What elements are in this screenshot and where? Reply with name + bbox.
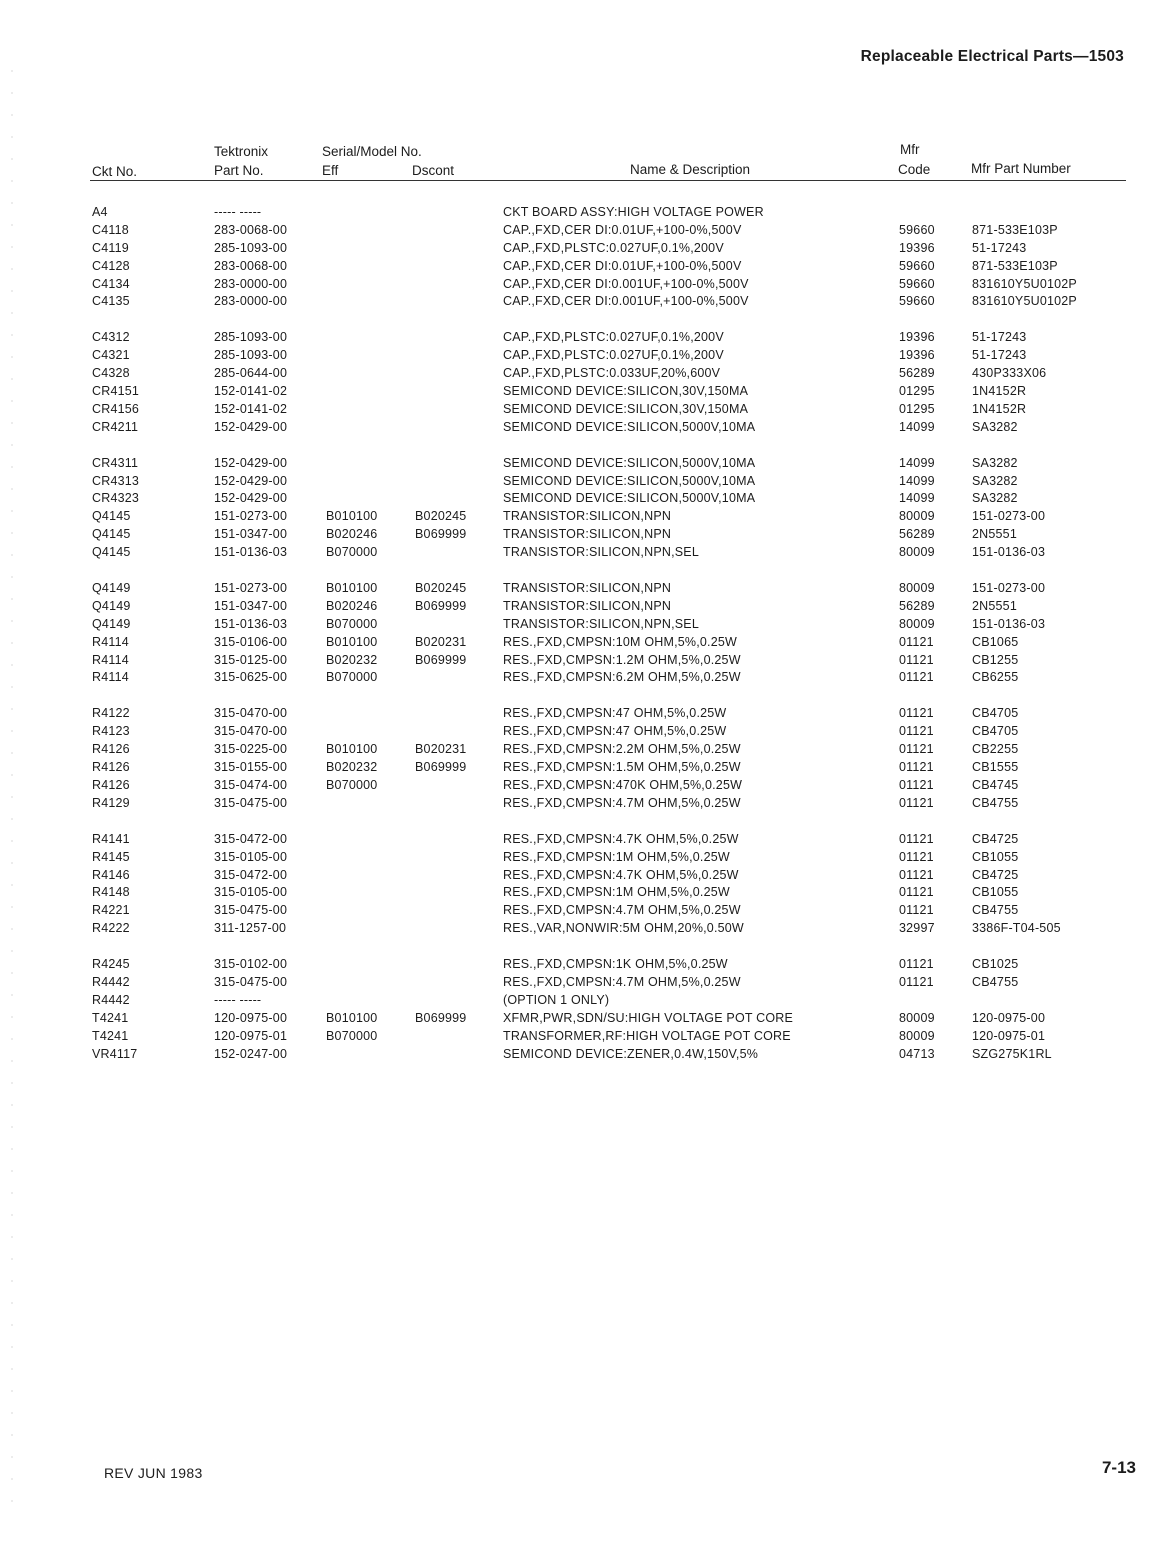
- ckt-no: Q4149: [92, 616, 131, 631]
- name-description: CAP.,FXD,PLSTC:0.033UF,20%,600V: [503, 366, 721, 381]
- name-description: RES.,FXD,CMPSN:6.2M OHM,5%,0.25W: [503, 670, 741, 685]
- table-row: [0, 760, 1176, 778]
- ckt-no: CR4156: [92, 401, 140, 416]
- part-no: 151-0136-03: [214, 545, 288, 560]
- table-row: [0, 706, 1176, 724]
- table-row: [0, 366, 1176, 384]
- ckt-no: R4221: [92, 903, 130, 918]
- table-row: [0, 581, 1176, 599]
- table-row: [0, 868, 1176, 886]
- mfr-code: 01121: [899, 849, 934, 864]
- mfr-part-number: CB4705: [972, 724, 1019, 739]
- name-description: TRANSISTOR:SILICON,NPN: [503, 581, 672, 596]
- parts-group: [0, 581, 1176, 688]
- table-row: [0, 670, 1176, 688]
- mfr-code: 56289: [899, 598, 935, 613]
- mfr-part-number: 151-0273-00: [972, 581, 1046, 596]
- name-description: CAP.,FXD,PLSTC:0.027UF,0.1%,200V: [503, 240, 724, 255]
- ckt-no: R4148: [92, 885, 130, 900]
- mfr-part-number: SA3282: [972, 419, 1018, 434]
- mfr-part-number: 2N5551: [972, 598, 1017, 613]
- header-mfr: Mfr: [900, 142, 920, 157]
- serial-dscont: B069999: [415, 652, 467, 667]
- ckt-no: R4123: [92, 724, 130, 739]
- name-description: RES.,FXD,CMPSN:1.2M OHM,5%,0.25W: [503, 652, 741, 667]
- name-description: RES.,FXD,CMPSN:47 OHM,5%,0.25W: [503, 706, 727, 721]
- ckt-no: C4135: [92, 294, 130, 309]
- name-description: SEMICOND DEVICE:SILICON,30V,150MA: [503, 401, 749, 416]
- name-description: RES.,VAR,NONWIR:5M OHM,20%,0.50W: [503, 921, 744, 936]
- part-no: 152-0429-00: [214, 491, 288, 506]
- serial-dscont: B069999: [415, 527, 467, 542]
- serial-eff: B020232: [326, 760, 378, 775]
- header-dscont: Dscont: [412, 163, 455, 178]
- part-no: 315-0105-00: [214, 849, 288, 864]
- name-description: RES.,FXD,CMPSN:10M OHM,5%,0.25W: [503, 634, 738, 649]
- serial-eff: B010100: [326, 742, 378, 757]
- part-no: 315-0475-00: [214, 903, 288, 918]
- table-row: [0, 885, 1176, 903]
- table-row: [0, 921, 1176, 939]
- part-no: 315-0475-00: [214, 974, 288, 989]
- mfr-code: 80009: [899, 1010, 935, 1025]
- serial-eff: B010100: [326, 1010, 378, 1025]
- name-description: CAP.,FXD,PLSTC:0.027UF,0.1%,200V: [503, 348, 724, 363]
- mfr-code: 01121: [899, 957, 934, 972]
- serial-dscont: B020231: [415, 634, 467, 649]
- ckt-no: C4321: [92, 348, 130, 363]
- mfr-code: 14099: [899, 491, 935, 506]
- part-no: 151-0136-03: [214, 616, 288, 631]
- table-row: [0, 635, 1176, 653]
- name-description: SEMICOND DEVICE:SILICON,5000V,10MA: [503, 455, 756, 470]
- mfr-part-number: CB4755: [972, 795, 1019, 810]
- name-description: TRANSISTOR:SILICON,NPN,SEL: [503, 545, 699, 560]
- ckt-no: R4222: [92, 921, 130, 936]
- table-row: [0, 742, 1176, 760]
- table-row: [0, 205, 1176, 223]
- ckt-no: R4129: [92, 795, 130, 810]
- name-description: CAP.,FXD,CER DI:0.01UF,+100-0%,500V: [503, 258, 742, 273]
- part-no: 315-0106-00: [214, 634, 288, 649]
- name-description: TRANSISTOR:SILICON,NPN: [503, 527, 672, 542]
- table-row: [0, 259, 1176, 277]
- table-row: [0, 957, 1176, 975]
- table-row: [0, 724, 1176, 742]
- ckt-no: CR4311: [92, 455, 139, 470]
- ckt-no: R4145: [92, 849, 130, 864]
- ckt-no: Q4145: [92, 509, 131, 524]
- ckt-no: Q4149: [92, 598, 131, 613]
- mfr-part-number: 120-0975-01: [972, 1028, 1046, 1043]
- header-eff: Eff: [322, 163, 339, 178]
- mfr-part-number: CB1065: [972, 634, 1019, 649]
- name-description: RES.,FXD,CMPSN:1K OHM,5%,0.25W: [503, 957, 728, 972]
- mfr-code: 01295: [899, 384, 935, 399]
- mfr-code: 14099: [899, 455, 935, 470]
- table-row: [0, 384, 1176, 402]
- mfr-part-number: CB4725: [972, 867, 1019, 882]
- part-no: 315-0475-00: [214, 795, 288, 810]
- mfr-code: 01121: [899, 634, 934, 649]
- ckt-no: R4442: [92, 974, 130, 989]
- mfr-code: 56289: [899, 366, 935, 381]
- header-mfr-part-number: Mfr Part Number: [971, 161, 1071, 176]
- mfr-part-number: 120-0975-00: [972, 1010, 1046, 1025]
- serial-dscont: B020245: [415, 581, 467, 596]
- serial-eff: B020232: [326, 652, 378, 667]
- ckt-no: C4328: [92, 366, 130, 381]
- part-no: 283-0068-00: [214, 258, 288, 273]
- ckt-no: Q4145: [92, 545, 131, 560]
- table-row: [0, 545, 1176, 563]
- name-description: SEMICOND DEVICE:SILICON,5000V,10MA: [503, 473, 756, 488]
- part-no: 315-0105-00: [214, 885, 288, 900]
- table-row: [0, 975, 1176, 993]
- table-row: [0, 402, 1176, 420]
- table-row: [0, 1011, 1176, 1029]
- table-row: [0, 1047, 1176, 1065]
- table-row: [0, 653, 1176, 671]
- mfr-code: 01121: [899, 795, 934, 810]
- part-no: 285-1093-00: [214, 330, 288, 345]
- name-description: RES.,FXD,CMPSN:4.7M OHM,5%,0.25W: [503, 795, 741, 810]
- part-no: 152-0141-02: [214, 384, 288, 399]
- table-row: [0, 617, 1176, 635]
- mfr-part-number: SZG275K1RL: [972, 1046, 1052, 1061]
- name-description: SEMICOND DEVICE:SILICON,5000V,10MA: [503, 491, 756, 506]
- mfr-part-number: CB1025: [972, 957, 1019, 972]
- name-description: RES.,FXD,CMPSN:470K OHM,5%,0.25W: [503, 777, 743, 792]
- mfr-part-number: 2N5551: [972, 527, 1017, 542]
- mfr-code: 01121: [899, 742, 934, 757]
- serial-eff: B070000: [326, 545, 378, 560]
- name-description: RES.,FXD,CMPSN:4.7M OHM,5%,0.25W: [503, 903, 741, 918]
- parts-group: [0, 456, 1176, 563]
- ckt-no: A4: [92, 205, 108, 219]
- table-row: [0, 491, 1176, 509]
- ckt-no: CR4323: [92, 491, 140, 506]
- ckt-no: T4241: [92, 1028, 129, 1043]
- mfr-code: 19396: [899, 348, 935, 363]
- part-no: 315-0225-00: [214, 742, 288, 757]
- header-code: Code: [898, 162, 931, 177]
- table-row: [0, 474, 1176, 492]
- ckt-no: R4126: [92, 760, 130, 775]
- ckt-no: C4118: [92, 222, 129, 237]
- table-row: [0, 277, 1176, 295]
- header-tektronix: Tektronix: [214, 144, 269, 159]
- ckt-no: CR4151: [92, 384, 140, 399]
- name-description: TRANSFORMER,RF:HIGH VOLTAGE POT CORE: [503, 1028, 791, 1043]
- serial-eff: B010100: [326, 509, 378, 524]
- mfr-code: 01121: [899, 903, 934, 918]
- name-description: RES.,FXD,CMPSN:47 OHM,5%,0.25W: [503, 724, 727, 739]
- table-row: [0, 796, 1176, 814]
- mfr-code: 01121: [899, 760, 934, 775]
- parts-group: [0, 832, 1176, 939]
- ckt-no: R4114: [92, 670, 129, 685]
- mfr-code: 04713: [899, 1046, 935, 1061]
- name-description: RES.,FXD,CMPSN:4.7K OHM,5%,0.25W: [503, 831, 739, 846]
- serial-eff: B020246: [326, 598, 378, 613]
- table-row: [0, 330, 1176, 348]
- part-no: 283-0000-00: [214, 276, 288, 291]
- name-description: RES.,FXD,CMPSN:1M OHM,5%,0.25W: [503, 849, 730, 864]
- name-description: CAP.,FXD,CER DI:0.001UF,+100-0%,500V: [503, 276, 749, 291]
- part-no: 285-0644-00: [214, 366, 288, 381]
- mfr-part-number: CB2255: [972, 742, 1019, 757]
- ckt-no: VR4117: [92, 1046, 138, 1061]
- mfr-part-number: CB4745: [972, 777, 1019, 792]
- mfr-code: 01121: [899, 885, 934, 900]
- header-part-no: Part No.: [214, 163, 264, 178]
- mfr-code: 01121: [899, 867, 934, 882]
- mfr-code: 01121: [899, 831, 934, 846]
- mfr-code: 14099: [899, 419, 935, 434]
- serial-dscont: B020245: [415, 509, 467, 524]
- ckt-no: R4114: [92, 634, 129, 649]
- page-number: 7-13: [1101, 1458, 1136, 1477]
- mfr-code: 01121: [899, 724, 934, 739]
- name-description: RES.,FXD,CMPSN:1.5M OHM,5%,0.25W: [503, 760, 741, 775]
- mfr-code: 19396: [899, 330, 935, 345]
- mfr-code: 14099: [899, 473, 935, 488]
- ckt-no: R4141: [92, 831, 130, 846]
- serial-dscont: B069999: [415, 1010, 467, 1025]
- serial-eff: B010100: [326, 634, 378, 649]
- ckt-no: R4122: [92, 706, 130, 721]
- name-description: CAP.,FXD,PLSTC:0.027UF,0.1%,200V: [503, 330, 724, 345]
- table-row: [0, 241, 1176, 259]
- mfr-code: 59660: [899, 258, 935, 273]
- mfr-part-number: SA3282: [972, 491, 1018, 506]
- part-no: 285-1093-00: [214, 348, 288, 363]
- ckt-no: CR4313: [92, 473, 140, 488]
- part-no: 315-0125-00: [214, 652, 288, 667]
- name-description: (OPTION 1 ONLY): [503, 992, 610, 1007]
- mfr-part-number: 151-0136-03: [972, 545, 1046, 560]
- table-row: [0, 778, 1176, 796]
- part-no: 151-0347-00: [214, 598, 288, 613]
- part-no: 283-0000-00: [214, 294, 288, 309]
- part-no: 152-0247-00: [214, 1046, 288, 1061]
- part-no: 315-0472-00: [214, 831, 288, 846]
- part-no: 315-0472-00: [214, 867, 288, 882]
- parts-group: [0, 957, 1176, 1064]
- mfr-code: 01295: [899, 401, 935, 416]
- part-no: 151-0273-00: [214, 581, 288, 596]
- table-row: [0, 832, 1176, 850]
- ckt-no: C4119: [92, 240, 129, 255]
- mfr-code: 01121: [899, 706, 934, 721]
- serial-dscont: B069999: [415, 598, 467, 613]
- mfr-part-number: 151-0136-03: [972, 616, 1046, 631]
- ckt-no: R4442: [92, 992, 130, 1007]
- mfr-part-number: CB1255: [972, 652, 1019, 667]
- mfr-code: 19396: [899, 240, 935, 255]
- table-row: [0, 294, 1176, 312]
- mfr-part-number: CB4755: [972, 974, 1019, 989]
- header-name-description: Name & Description: [630, 162, 751, 177]
- part-no: 315-0102-00: [214, 957, 288, 972]
- mfr-code: 80009: [899, 616, 935, 631]
- part-no: 120-0975-00: [214, 1010, 288, 1025]
- parts-list: [0, 205, 1176, 1082]
- part-no: 315-0625-00: [214, 670, 288, 685]
- header-divider: [90, 180, 1126, 181]
- name-description: CAP.,FXD,CER DI:0.01UF,+100-0%,500V: [503, 222, 742, 237]
- name-description: SEMICOND DEVICE:SILICON,5000V,10MA: [503, 419, 756, 434]
- mfr-part-number: CB4755: [972, 903, 1019, 918]
- mfr-code: 56289: [899, 527, 935, 542]
- table-row: [0, 850, 1176, 868]
- mfr-part-number: CB1055: [972, 885, 1019, 900]
- mfr-code: 32997: [899, 921, 935, 936]
- parts-group: [0, 205, 1176, 312]
- mfr-part-number: 831610Y5U0102P: [972, 276, 1077, 291]
- ckt-no: C4312: [92, 330, 130, 345]
- table-row: [0, 527, 1176, 545]
- name-description: SEMICOND DEVICE:ZENER,0.4W,150V,5%: [503, 1046, 759, 1061]
- table-row: [0, 348, 1176, 366]
- serial-eff: B070000: [326, 777, 378, 792]
- column-headers: [0, 142, 1176, 182]
- table-row: [0, 456, 1176, 474]
- part-no: 151-0273-00: [214, 509, 288, 524]
- ckt-no: Q4149: [92, 581, 131, 596]
- mfr-code: 80009: [899, 581, 935, 596]
- name-description: CKT BOARD ASSY:HIGH VOLTAGE POWER: [503, 205, 764, 219]
- mfr-part-number: SA3282: [972, 455, 1018, 470]
- ckt-no: C4128: [92, 258, 130, 273]
- name-description: XFMR,PWR,SDN/SU:HIGH VOLTAGE POT CORE: [503, 1010, 794, 1025]
- mfr-code: 01121: [899, 974, 934, 989]
- table-row: [0, 903, 1176, 921]
- table-row: [0, 1029, 1176, 1047]
- name-description: TRANSISTOR:SILICON,NPN: [503, 509, 672, 524]
- mfr-part-number: CB6255: [972, 670, 1019, 685]
- ckt-no: T4241: [92, 1010, 129, 1025]
- mfr-code: 59660: [899, 294, 935, 309]
- part-no: 315-0470-00: [214, 724, 288, 739]
- mfr-part-number: CB1055: [972, 849, 1019, 864]
- mfr-code: 01121: [899, 652, 934, 667]
- mfr-code: 01121: [899, 777, 934, 792]
- mfr-part-number: 1N4152R: [972, 384, 1027, 399]
- mfr-code: 80009: [899, 1028, 935, 1043]
- part-no: 315-0155-00: [214, 760, 288, 775]
- ckt-no: CR4211: [92, 419, 139, 434]
- mfr-part-number: 51-17243: [972, 348, 1027, 363]
- mfr-part-number: 3386F-T04-505: [972, 921, 1061, 936]
- mfr-part-number: 831610Y5U0102P: [972, 294, 1077, 309]
- name-description: RES.,FXD,CMPSN:2.2M OHM,5%,0.25W: [503, 742, 741, 757]
- part-no: ----- -----: [214, 992, 262, 1007]
- mfr-part-number: 871-533E103P: [972, 258, 1058, 273]
- ckt-no: R4114: [92, 652, 129, 667]
- table-row: [0, 223, 1176, 241]
- part-no: 152-0141-02: [214, 401, 288, 416]
- ckt-no: R4146: [92, 867, 130, 882]
- name-description: TRANSISTOR:SILICON,NPN: [503, 598, 672, 613]
- serial-dscont: B069999: [415, 760, 467, 775]
- part-no: 315-0470-00: [214, 706, 288, 721]
- mfr-part-number: SA3282: [972, 473, 1018, 488]
- serial-eff: B020246: [326, 527, 378, 542]
- mfr-part-number: 430P333X06: [972, 366, 1047, 381]
- revision-date: REV JUN 1983: [104, 1465, 203, 1481]
- name-description: RES.,FXD,CMPSN:4.7K OHM,5%,0.25W: [503, 867, 739, 882]
- name-description: TRANSISTOR:SILICON,NPN,SEL: [503, 616, 699, 631]
- name-description: CAP.,FXD,CER DI:0.001UF,+100-0%,500V: [503, 294, 749, 309]
- mfr-code: 80009: [899, 509, 935, 524]
- serial-eff: B070000: [326, 616, 378, 631]
- serial-dscont: B020231: [415, 742, 467, 757]
- mfr-code: 80009: [899, 545, 935, 560]
- part-no: 120-0975-01: [214, 1028, 288, 1043]
- parts-group: [0, 706, 1176, 813]
- serial-eff: B070000: [326, 1028, 378, 1043]
- serial-eff: B010100: [326, 581, 378, 596]
- table-row: [0, 420, 1176, 438]
- mfr-part-number: CB4705: [972, 706, 1019, 721]
- table-row: [0, 993, 1176, 1011]
- ckt-no: R4245: [92, 957, 130, 972]
- part-no: 285-1093-00: [214, 240, 288, 255]
- name-description: RES.,FXD,CMPSN:4.7M OHM,5%,0.25W: [503, 974, 741, 989]
- mfr-part-number: CB4725: [972, 831, 1019, 846]
- mfr-part-number: 51-17243: [972, 330, 1027, 345]
- ckt-no: Q4145: [92, 527, 131, 542]
- table-row: [0, 599, 1176, 617]
- header-serial-model: Serial/Model No.: [322, 144, 422, 159]
- mfr-code: 59660: [899, 276, 935, 291]
- part-no: 152-0429-00: [214, 473, 288, 488]
- serial-eff: B070000: [326, 670, 378, 685]
- name-description: RES.,FXD,CMPSN:1M OHM,5%,0.25W: [503, 885, 730, 900]
- name-description: SEMICOND DEVICE:SILICON,30V,150MA: [503, 384, 749, 399]
- parts-group: [0, 330, 1176, 437]
- part-no: 151-0347-00: [214, 527, 288, 542]
- table-row: [0, 509, 1176, 527]
- part-no: 315-0474-00: [214, 777, 288, 792]
- part-no: 311-1257-00: [214, 921, 287, 936]
- mfr-part-number: 1N4152R: [972, 401, 1027, 416]
- page-title: Replaceable Electrical Parts—1503: [860, 48, 1124, 65]
- mfr-part-number: 51-17243: [972, 240, 1027, 255]
- part-no: 152-0429-00: [214, 419, 288, 434]
- header-ckt-no: Ckt No.: [92, 164, 138, 179]
- part-no: 283-0068-00: [214, 222, 288, 237]
- mfr-code: 59660: [899, 222, 935, 237]
- ckt-no: R4126: [92, 742, 130, 757]
- mfr-part-number: 871-533E103P: [972, 222, 1058, 237]
- mfr-part-number: 151-0273-00: [972, 509, 1046, 524]
- ckt-no: C4134: [92, 276, 130, 291]
- part-no: ----- -----: [214, 205, 262, 219]
- mfr-part-number: CB1555: [972, 760, 1019, 775]
- ckt-no: R4126: [92, 777, 130, 792]
- mfr-code: 01121: [899, 670, 934, 685]
- part-no: 152-0429-00: [214, 455, 288, 470]
